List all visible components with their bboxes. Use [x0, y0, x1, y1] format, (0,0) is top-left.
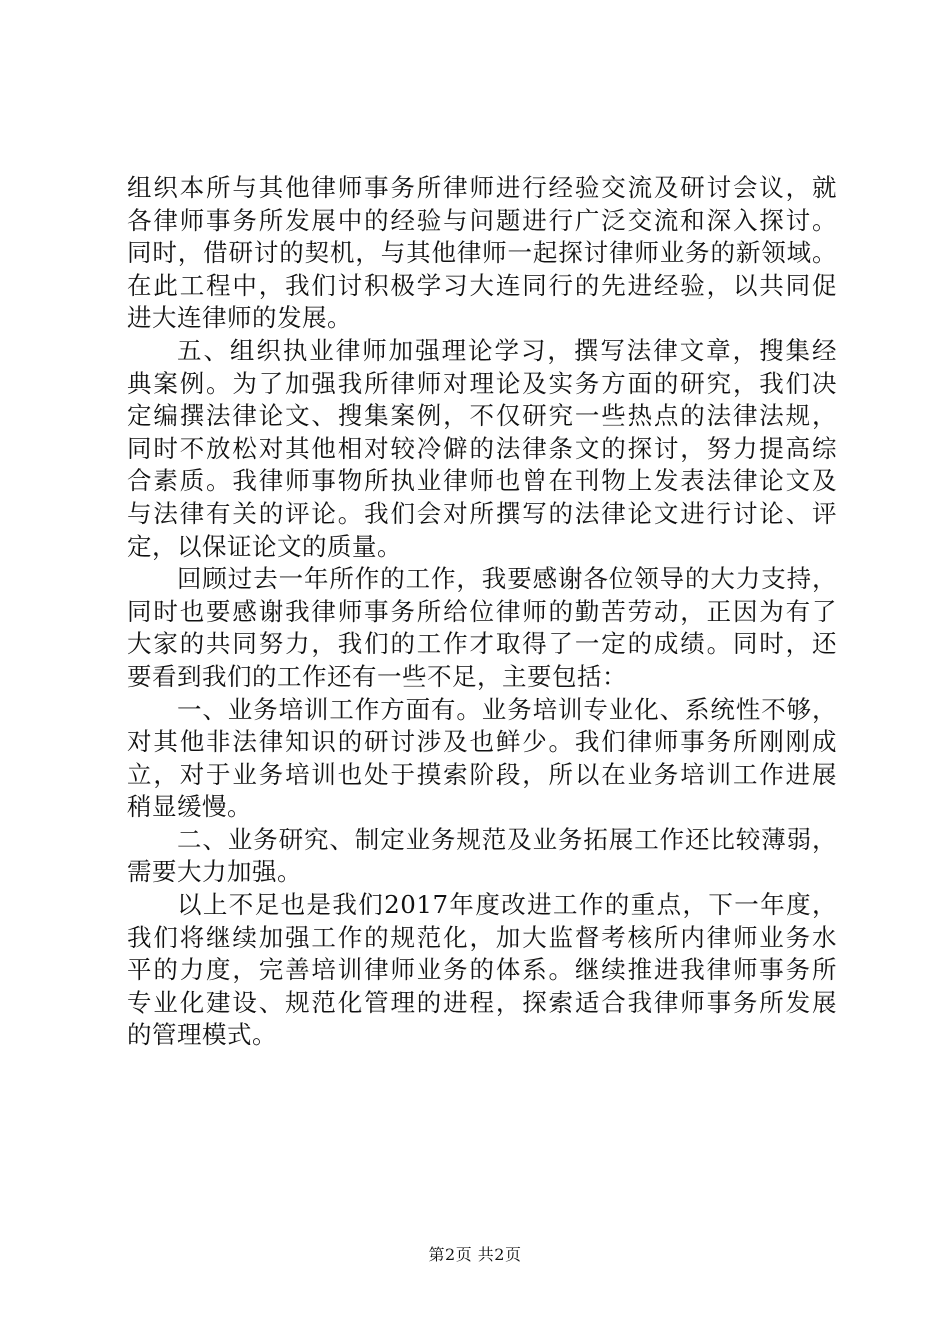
document-body [127, 172, 837, 1052]
text-line: 的管理模式。 [127, 1020, 277, 1050]
text-line: 平的力度，完善培训律师业务的体系。继续推进我律师事务所 [127, 955, 837, 985]
text-line: 回顾过去一年所作的工作，我要感谢各位领导的大力支持， [177, 564, 837, 594]
text-line: 五、组织执业律师加强理论学习，撰写法律文章，搜集经 [177, 335, 837, 365]
text-line: 进大连律师的发展。 [127, 303, 352, 333]
text-line: 在此工程中，我们讨积极学习大连同行的先进经验，以共同促 [127, 270, 837, 300]
text-line: 以上不足也是我们2017年度改进工作的重点，下一年度， [177, 890, 837, 920]
text-line: 稍显缓慢。 [127, 792, 252, 822]
text-line: 要看到我们的工作还有一些不足，主要包括： [127, 661, 627, 691]
text-line: 大家的共同努力，我们的工作才取得了一定的成绩。同时，还 [127, 629, 837, 659]
text-line: 合素质。我律师事物所执业律师也曾在刊物上发表法律论文及 [127, 466, 837, 496]
text-line: 对其他非法律知识的研讨涉及也鲜少。我们律师事务所刚刚成 [127, 727, 837, 757]
text-line: 组织本所与其他律师事务所律师进行经验交流及研讨会议，就 [127, 173, 837, 202]
text-line: 典案例。为了加强我所律师对理论及实务方面的研究，我们决 [127, 368, 837, 398]
text-line: 专业化建设、规范化管理的进程，探索适合我律师事务所发展 [127, 987, 837, 1017]
text-line: 各律师事务所发展中的经验与问题进行广泛交流和深入探讨。 [127, 205, 837, 235]
text-line: 定编撰法律论文、搜集案例，不仅研究一些热点的法律法规， [127, 401, 837, 431]
text-line: 定，以保证论文的质量。 [127, 531, 402, 561]
text-line: 同时也要感谢我律师事务所给位律师的勤苦劳动，正因为有了 [127, 596, 837, 626]
text-line: 需要大力加强。 [127, 857, 302, 887]
text-line: 我们将继续加强工作的规范化，加大监督考核所内律师业务水 [127, 922, 837, 952]
text-line: 与法律有关的评论。我们会对所撰写的法律论文进行讨论、评 [127, 498, 837, 528]
text-line: 同时不放松对其他相对较冷僻的法律条文的探讨，努力提高综 [127, 433, 837, 463]
text-line: 二、业务研究、制定业务规范及业务拓展工作还比较薄弱， [177, 824, 837, 854]
text-line: 立，对于业务培训也处于摸索阶段，所以在业务培训工作进展 [127, 759, 837, 789]
text-line: 一、业务培训工作方面有。业务培训专业化、系统性不够， [177, 694, 837, 724]
page-number-footer: 第2页 共2页 [428, 1245, 522, 1264]
text-line: 同时，借研讨的契机，与其他律师一起探讨律师业务的新领域。 [127, 238, 837, 268]
